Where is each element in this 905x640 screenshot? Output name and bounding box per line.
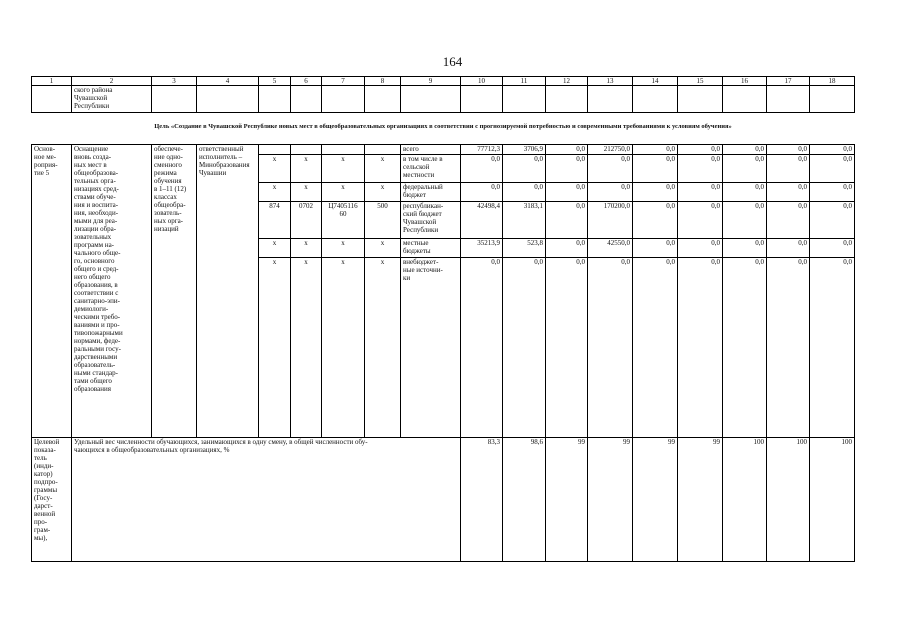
indicator-row: [32, 438, 855, 562]
value-cell: 0,0: [723, 155, 767, 183]
rz-cell: 0702: [291, 202, 322, 239]
event-type: Основ- ное ме- роприя- тие 5: [32, 145, 72, 438]
value-cell: 523,8: [503, 239, 546, 258]
value-cell: 0,0: [810, 202, 855, 239]
value-cell: 0,0: [723, 258, 767, 438]
event-result: обеспече- ние одно- сменного режима обучения в 1–11 (12) классах общеобра- зователь- ных орга- низаций: [152, 145, 197, 438]
indicator-value: 99: [678, 438, 723, 562]
source-cell: всего: [401, 145, 461, 155]
col-num-8: 8: [365, 77, 401, 86]
csr-cell: [322, 145, 365, 155]
source-cell: федеральный бюджет: [401, 183, 461, 202]
value-cell: 0,0: [461, 183, 503, 202]
budget-table: [31, 76, 855, 562]
value-cell: 0,0: [678, 258, 723, 438]
indicator-text: Удельный вес численности обучающихся, занимающихся в одну смену, в общей численности обу- чающихся в общеобразовательных организациях, %: [72, 438, 461, 562]
csr-cell: x: [322, 239, 365, 258]
indicator-value: 99: [633, 438, 678, 562]
value-cell: 0,0: [633, 239, 678, 258]
source-cell: в том числе в сельской местности: [401, 155, 461, 183]
value-cell: 0,0: [461, 258, 503, 438]
goal-row: [32, 113, 855, 142]
rz-cell: x: [291, 239, 322, 258]
source-cell: местные бюджеты: [401, 239, 461, 258]
value-cell: 0,0: [633, 155, 678, 183]
value-cell: 0,0: [546, 155, 588, 183]
vr-cell: x: [365, 155, 401, 183]
col-num-5: 5: [259, 77, 291, 86]
value-cell: 0,0: [767, 155, 810, 183]
col-num-9: 9: [401, 77, 461, 86]
value-cell: 0,0: [678, 145, 723, 155]
col-num-7: 7: [322, 77, 365, 86]
value-cell: 0,0: [546, 239, 588, 258]
col-num-6: 6: [291, 77, 322, 86]
continuation-text: ского района Чувашской Республики: [72, 86, 152, 113]
column-number-row: [32, 77, 855, 86]
value-cell: 0,0: [546, 145, 588, 155]
value-cell: 0,0: [810, 145, 855, 155]
grbs-cell: 874: [259, 202, 291, 239]
value-cell: 0,0: [767, 202, 810, 239]
indicator-value: 100: [767, 438, 810, 562]
value-cell: 0,0: [767, 258, 810, 438]
indicator-value: 83,3: [461, 438, 503, 562]
indicator-value: 98,6: [503, 438, 546, 562]
col-num-3: 3: [152, 77, 197, 86]
value-cell: 0,0: [546, 202, 588, 239]
value-cell: 0,0: [767, 183, 810, 202]
indicator-value: 100: [810, 438, 855, 562]
value-cell: 3183,1: [503, 202, 546, 239]
col-num-12: 12: [546, 77, 588, 86]
value-cell: 0,0: [503, 155, 546, 183]
indicator-value: 99: [588, 438, 633, 562]
value-cell: 0,0: [588, 183, 633, 202]
value-cell: 0,0: [678, 155, 723, 183]
value-cell: 0,0: [810, 239, 855, 258]
value-cell: 170200,0: [588, 202, 633, 239]
csr-cell: x: [322, 155, 365, 183]
value-cell: 0,0: [723, 239, 767, 258]
col-num-1: 1: [32, 77, 72, 86]
value-cell: 0,0: [588, 258, 633, 438]
value-cell: 0,0: [678, 239, 723, 258]
csr-cell: x: [322, 258, 365, 438]
col-num-13: 13: [588, 77, 633, 86]
event-row-total: [32, 145, 855, 155]
value-cell: 35213,9: [461, 239, 503, 258]
value-cell: 0,0: [767, 239, 810, 258]
grbs-cell: x: [259, 258, 291, 438]
continuation-row: [32, 86, 855, 113]
value-cell: 0,0: [767, 145, 810, 155]
value-cell: 0,0: [723, 145, 767, 155]
page-number: 164: [442, 54, 463, 69]
value-cell: 0,0: [503, 258, 546, 438]
value-cell: 42550,0: [588, 239, 633, 258]
value-cell: 0,0: [810, 183, 855, 202]
value-cell: 0,0: [546, 183, 588, 202]
vr-cell: x: [365, 239, 401, 258]
indicator-value: 100: [723, 438, 767, 562]
value-cell: 0,0: [810, 258, 855, 438]
event-executor: ответственный исполнитель – Минобразования Чувашии: [197, 145, 259, 438]
value-cell: 0,0: [503, 183, 546, 202]
value-cell: 0,0: [633, 183, 678, 202]
col-num-11: 11: [503, 77, 546, 86]
value-cell: 212750,0: [588, 145, 633, 155]
value-cell: 77712,3: [461, 145, 503, 155]
col-num-17: 17: [767, 77, 810, 86]
csr-cell: Ц7405116 60: [322, 202, 365, 239]
rz-cell: x: [291, 155, 322, 183]
col-num-10: 10: [461, 77, 503, 86]
indicator-value: 99: [546, 438, 588, 562]
value-cell: 0,0: [678, 183, 723, 202]
value-cell: 0,0: [633, 258, 678, 438]
col-num-4: 4: [197, 77, 259, 86]
vr-cell: x: [365, 258, 401, 438]
csr-cell: x: [322, 183, 365, 202]
grbs-cell: x: [259, 155, 291, 183]
indicator-label: Целевой показа- тель (инди- катор) подпро- граммы (Госу- дарст- венной про- грам- мы),: [32, 438, 72, 562]
col-num-2: 2: [72, 77, 152, 86]
vr-cell: [365, 145, 401, 155]
grbs-cell: [259, 145, 291, 155]
value-cell: 0,0: [633, 202, 678, 239]
rz-cell: [291, 145, 322, 155]
value-cell: 0,0: [723, 202, 767, 239]
value-cell: 0,0: [723, 183, 767, 202]
col-num-16: 16: [723, 77, 767, 86]
col-num-14: 14: [633, 77, 678, 86]
grbs-cell: x: [259, 239, 291, 258]
goal-heading: Цель «Создание в Чувашской Республике новых мест в общеобразовательных организациях в соответствии с прогнозируемой потребностью и современными требованиями к условиям обучения»: [154, 123, 732, 130]
value-cell: 0,0: [546, 258, 588, 438]
event-name: Оснащение вновь созда- ных мест в общеобразова- тельных орга- низациях сред- ствами обуче- ния и воспита- ния, необходи- мыми для реа- лизации обра- зовательных программ на- чального обще- го, основного общего и сред- него общего образования, в соответствии с санитарно-эпи- демиологи- ческими требо- ваниями и про- тивопожарными нормами, феде- ральными госу- дарственными образователь- ными стандар- тами общего образования: [72, 145, 152, 438]
vr-cell: x: [365, 183, 401, 202]
value-cell: 42498,4: [461, 202, 503, 239]
grbs-cell: x: [259, 183, 291, 202]
rz-cell: x: [291, 183, 322, 202]
vr-cell: 500: [365, 202, 401, 239]
source-cell: внебюджет- ные источни- ки: [401, 258, 461, 438]
value-cell: 0,0: [810, 155, 855, 183]
source-cell: республикан- ский бюджет Чувашской Республики: [401, 202, 461, 239]
col-num-15: 15: [678, 77, 723, 86]
value-cell: 3706,9: [503, 145, 546, 155]
value-cell: 0,0: [678, 202, 723, 239]
value-cell: 0,0: [588, 155, 633, 183]
col-num-18: 18: [810, 77, 855, 86]
value-cell: 0,0: [461, 155, 503, 183]
value-cell: 0,0: [633, 145, 678, 155]
rz-cell: x: [291, 258, 322, 438]
